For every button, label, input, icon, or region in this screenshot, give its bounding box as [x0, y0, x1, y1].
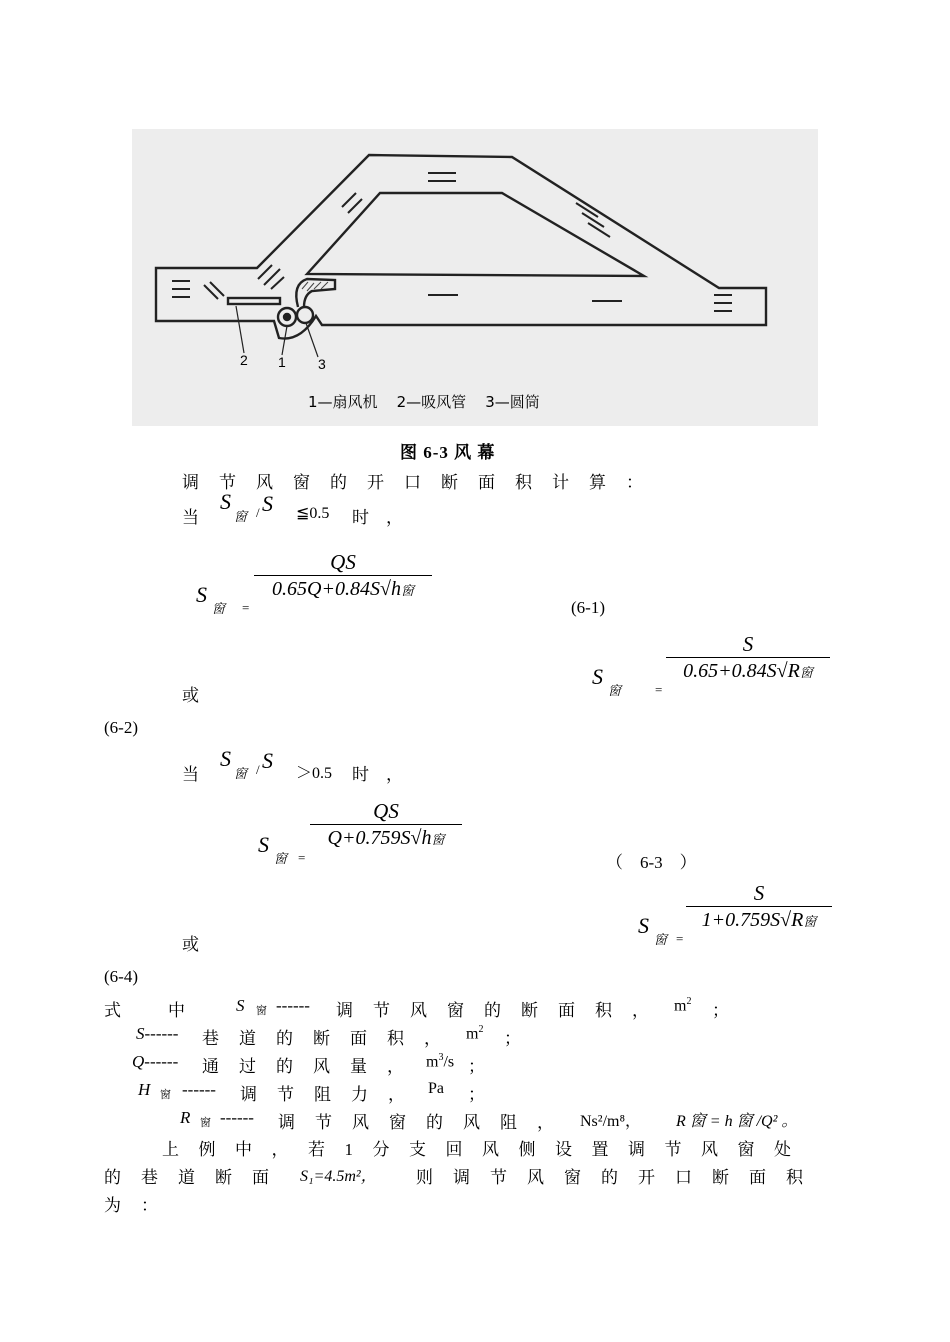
cond1-suffix: 时 ， — [352, 508, 403, 527]
cond1-prefix: 当 — [182, 508, 199, 527]
def-row-resistance: H 窗 ------ 调节阻力， Pa ； — [138, 1080, 485, 1104]
eq1-lhs-sub: 窗 — [212, 601, 226, 616]
eq2-fraction — [666, 632, 830, 683]
def-row-window-area: 式 中 S 窗 ------ 调节风窗的断面积， $m^2$ ； — [104, 996, 729, 1020]
eq4-equals: = — [676, 931, 684, 946]
figure-ventilation-curtain — [132, 129, 818, 426]
eq2-equals: = — [655, 682, 663, 697]
eq2-tag: (6-2) — [104, 718, 138, 737]
airway-diagram — [132, 129, 818, 426]
eq3-tag: （ 6-3 ） — [606, 853, 697, 872]
eq1-equals: = — [242, 600, 250, 615]
eq2-lhs-sub: 窗 — [608, 683, 622, 698]
figure-caption: 图 6-3 风 幕 — [400, 443, 496, 462]
def-row-window-resistance: R 窗 ------ 调节风窗的风阻， Ns²/m⁸， R 窗 = h 窗 /Q² 。 — [180, 1108, 798, 1132]
cond2-prefix: 当 — [182, 765, 199, 784]
eq3-lhs-sub: 窗 — [274, 851, 288, 866]
para-line-3: 为： — [104, 1196, 178, 1215]
figure-legend: 1—扇风机 2—吸风管 3—圆筒 — [308, 393, 540, 411]
def-row-roadway-area: S------ 巷道的断面积， $m^2$ ； — [136, 1024, 521, 1048]
cond2-slash: / — [256, 762, 260, 777]
eq4-tag: (6-4) — [104, 967, 138, 986]
eq1-fraction — [254, 550, 432, 601]
def-row-air-volume: Q------ 通过的风量， $m^3/s$ ； — [132, 1052, 485, 1076]
eq4-lhs: S — [638, 913, 649, 938]
eq4-fraction — [686, 881, 832, 932]
eq3-fraction — [310, 799, 462, 850]
eq4-denominator: 1+0.759S√R窗 — [686, 906, 832, 932]
cond1-S: S — [220, 489, 231, 514]
para-line-2: 的巷道断面 S₁=4.5m²， 则调节风窗的开口断面积 — [104, 1168, 823, 1187]
eq3-numerator: QS — [373, 799, 399, 823]
cond1-rel: ≦0.5 — [296, 505, 330, 522]
eq3-equals: = — [298, 850, 306, 865]
cond2-rel: ＞0.5 — [296, 765, 333, 782]
cond2-suffix: 时 ， — [352, 765, 403, 784]
eq1-tag: (6-1) — [571, 598, 605, 617]
cond2-S2: S — [262, 748, 273, 773]
para-line-1: 上例中，若1分支回风侧设置调节风窗处 — [162, 1140, 811, 1159]
intro-line: 调节风窗的开口断面积计算： — [182, 473, 663, 492]
callout-3: 3 — [318, 356, 326, 372]
callout-2: 2 — [240, 352, 248, 368]
cond1-S2: S — [262, 491, 273, 516]
eq1-denominator: 0.65Q+0.84S√h窗 — [254, 575, 432, 601]
eq4-numerator: S — [753, 881, 765, 905]
cond2-S: S — [220, 746, 231, 771]
eq4-lhs-sub: 窗 — [654, 932, 668, 947]
eq2-or: 或 — [182, 686, 199, 705]
condition-2 — [182, 746, 403, 785]
condition-1 — [182, 489, 403, 528]
eq1-numerator: QS — [330, 550, 356, 574]
callout-1: 1 — [278, 354, 286, 370]
eq4-or: 或 — [182, 935, 199, 954]
eq2-numerator: S — [742, 632, 754, 656]
cond1-slash: / — [256, 505, 260, 520]
eq3-lhs: S — [258, 832, 269, 857]
eq2-denominator: 0.65+0.84S√R窗 — [666, 657, 830, 683]
cond2-sub: 窗 — [234, 766, 248, 781]
eq1-lhs: S — [196, 582, 207, 607]
cond1-sub: 窗 — [234, 509, 248, 524]
eq2-lhs: S — [592, 664, 603, 689]
eq3-denominator: Q+0.759S√h窗 — [310, 824, 462, 850]
